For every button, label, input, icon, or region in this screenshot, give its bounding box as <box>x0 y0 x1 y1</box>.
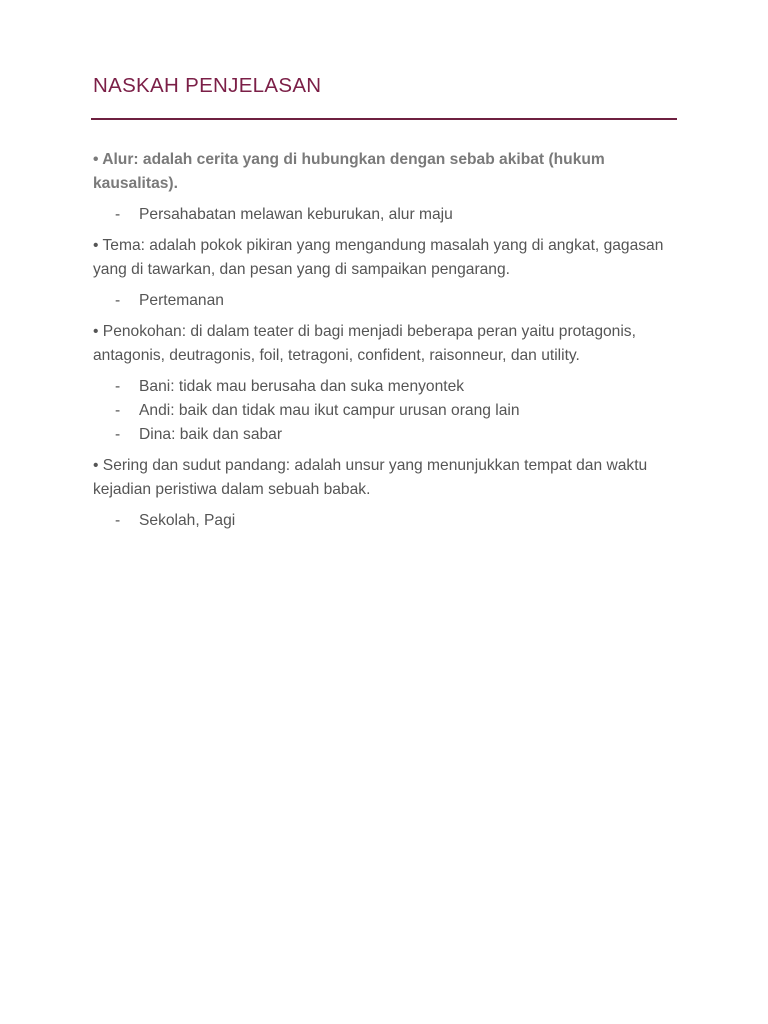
list-item <box>93 375 677 399</box>
dash-bullet: - <box>115 206 121 223</box>
document-title: NASKAH PENJELASAN <box>93 74 322 97</box>
list-item-text: Dina: baik dan sabar <box>139 426 283 443</box>
penokohan-list <box>93 375 677 447</box>
setting-list <box>93 509 677 533</box>
list-item <box>93 399 677 423</box>
document-body <box>93 148 677 540</box>
list-item-text: Persahabatan melawan keburukan, alur maju <box>139 206 453 223</box>
title-underline <box>91 118 677 120</box>
list-item <box>93 509 677 533</box>
paragraph-alur: • Alur: adalah cerita yang di hubungkan dengan sebab akibat (hukum kausalitas). <box>93 151 605 192</box>
list-item <box>93 203 677 227</box>
dash-bullet: - <box>115 426 121 443</box>
paragraph-tema: • Tema: adalah pokok pikiran yang mengandung masalah yang di angkat, gagasan yang di tawarkan, dan pesan yang di sampaikan pengarang. <box>93 237 664 278</box>
list-item-text: Bani: tidak mau berusaha dan suka menyontek <box>139 378 465 395</box>
dash-bullet: - <box>115 512 121 529</box>
dash-bullet: - <box>115 292 121 309</box>
list-item <box>93 289 677 313</box>
alur-list <box>93 203 677 227</box>
list-item-text: Andi: baik dan tidak mau ikut campur urusan orang lain <box>139 402 520 419</box>
list-item <box>93 423 677 447</box>
list-item-text: Sekolah, Pagi <box>139 512 236 529</box>
dash-bullet: - <box>115 402 121 419</box>
dash-bullet: - <box>115 378 121 395</box>
tema-list <box>93 289 677 313</box>
paragraph-penokohan: • Penokohan: di dalam teater di bagi menjadi beberapa peran yaitu protagonis, antagonis, deutragonis, foil, tetragoni, confident, raisonneur, dan utility. <box>93 323 636 364</box>
paragraph-setting: • Sering dan sudut pandang: adalah unsur yang menunjukkan tempat dan waktu kejadian peristiwa dalam sebuah babak. <box>93 457 648 498</box>
list-item-text: Pertemanan <box>139 292 224 309</box>
